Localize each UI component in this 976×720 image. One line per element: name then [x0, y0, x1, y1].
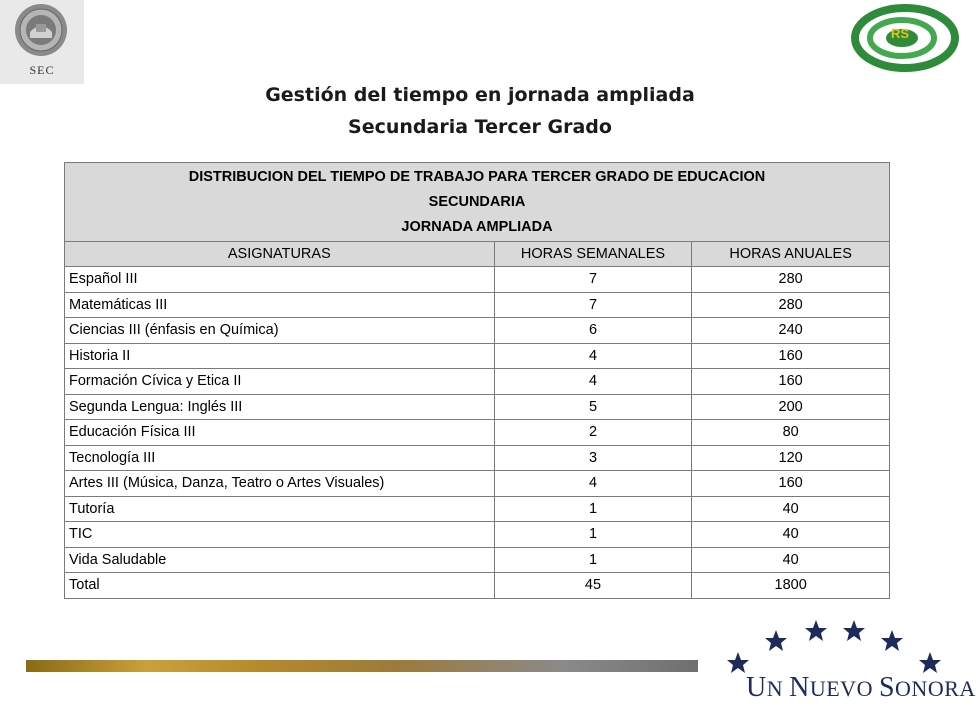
column-header-row [65, 242, 890, 267]
table-row [65, 547, 890, 573]
table-row [65, 522, 890, 548]
weekly-hours-cell: 1 [494, 522, 692, 548]
annual-hours-cell: 40 [692, 522, 890, 548]
annual-hours-cell: 280 [692, 267, 890, 293]
table-row [65, 318, 890, 344]
subject-cell: TIC [65, 522, 495, 548]
weekly-hours-cell: 4 [494, 343, 692, 369]
total-annual-hours-cell: 1800 [692, 573, 890, 599]
table-row [65, 369, 890, 395]
total-row [65, 573, 890, 599]
logo-letter: U [746, 672, 767, 703]
subject-cell: Educación Física III [65, 420, 495, 446]
annual-hours-cell: 120 [692, 445, 890, 471]
weekly-hours-cell: 2 [494, 420, 692, 446]
table-heading-line1: DISTRIBUCION DEL TIEMPO DE TRABAJO PARA TERCER GRADO DE EDUCACION [188, 168, 766, 185]
page-subtitle: Secundaria Tercer Grado [348, 116, 612, 138]
subject-cell: Formación Cívica y Etica II [65, 369, 495, 395]
decorative-footer-bar [26, 660, 698, 672]
subject-cell: Artes III (Música, Danza, Teatro o Artes Visuales) [65, 471, 495, 497]
weekly-hours-cell: 1 [494, 496, 692, 522]
table-row [65, 292, 890, 318]
subject-cell: Segunda Lengua: Inglés III [65, 394, 495, 420]
weekly-hours-cell: 1 [494, 547, 692, 573]
annual-hours-cell: 80 [692, 420, 890, 446]
table-row [65, 267, 890, 293]
logo-letter: N [789, 672, 810, 703]
subject-cell: Ciencias III (énfasis en Química) [65, 318, 495, 344]
weekly-hours-cell: 4 [494, 471, 692, 497]
weekly-hours-cell: 7 [494, 292, 692, 318]
weekly-hours-cell: 3 [494, 445, 692, 471]
logo-letter: N [766, 676, 790, 701]
logo-word: UEVO [809, 676, 879, 701]
weekly-hours-cell: 5 [494, 394, 692, 420]
logo-letter: S [878, 672, 896, 703]
rs-logo [850, 2, 960, 74]
column-header-horas-anuales: HORAS ANUALES [692, 242, 890, 267]
table-row [65, 394, 890, 420]
annual-hours-cell: 200 [692, 394, 890, 420]
table-row [65, 471, 890, 497]
rs-logo-text: RS [890, 26, 910, 41]
annual-hours-cell: 160 [692, 369, 890, 395]
table-row [65, 445, 890, 471]
subject-cell: Tutoría [65, 496, 495, 522]
table-heading-line3: JORNADA AMPLIADA [401, 218, 553, 235]
subject-cell: Español III [65, 267, 495, 293]
table-row [65, 343, 890, 369]
column-header-horas-semanales: HORAS SEMANALES [494, 242, 692, 267]
annual-hours-cell: 280 [692, 292, 890, 318]
table-row [65, 496, 890, 522]
subject-cell: Matemáticas III [65, 292, 495, 318]
sec-seal-icon [10, 2, 72, 58]
nuevo-sonora-logo [716, 612, 976, 718]
weekly-hours-cell: 4 [494, 369, 692, 395]
annual-hours-cell: 240 [692, 318, 890, 344]
annual-hours-cell: 160 [692, 471, 890, 497]
sec-caption: SEC [29, 63, 55, 77]
annual-hours-cell: 160 [692, 343, 890, 369]
annual-hours-cell: 40 [692, 547, 890, 573]
total-label-cell: Total [65, 573, 495, 599]
weekly-hours-cell: 6 [494, 318, 692, 344]
subject-cell: Tecnología III [65, 445, 495, 471]
subject-cell: Historia II [65, 343, 495, 369]
total-weekly-hours-cell: 45 [494, 573, 692, 599]
table-heading-line2: SECUNDARIA [428, 193, 526, 210]
page-title: Gestión del tiempo en jornada ampliada [265, 84, 695, 106]
annual-hours-cell: 40 [692, 496, 890, 522]
weekly-hours-cell: 7 [494, 267, 692, 293]
logo-word: ONORA [895, 676, 976, 701]
subject-cell: Vida Saludable [65, 547, 495, 573]
sec-logo [0, 0, 84, 84]
distribution-table [64, 162, 890, 599]
table-row [65, 420, 890, 446]
column-header-asignaturas: ASIGNATURAS [65, 242, 495, 267]
table-heading [65, 163, 890, 242]
nuevo-sonora-text [746, 672, 976, 704]
